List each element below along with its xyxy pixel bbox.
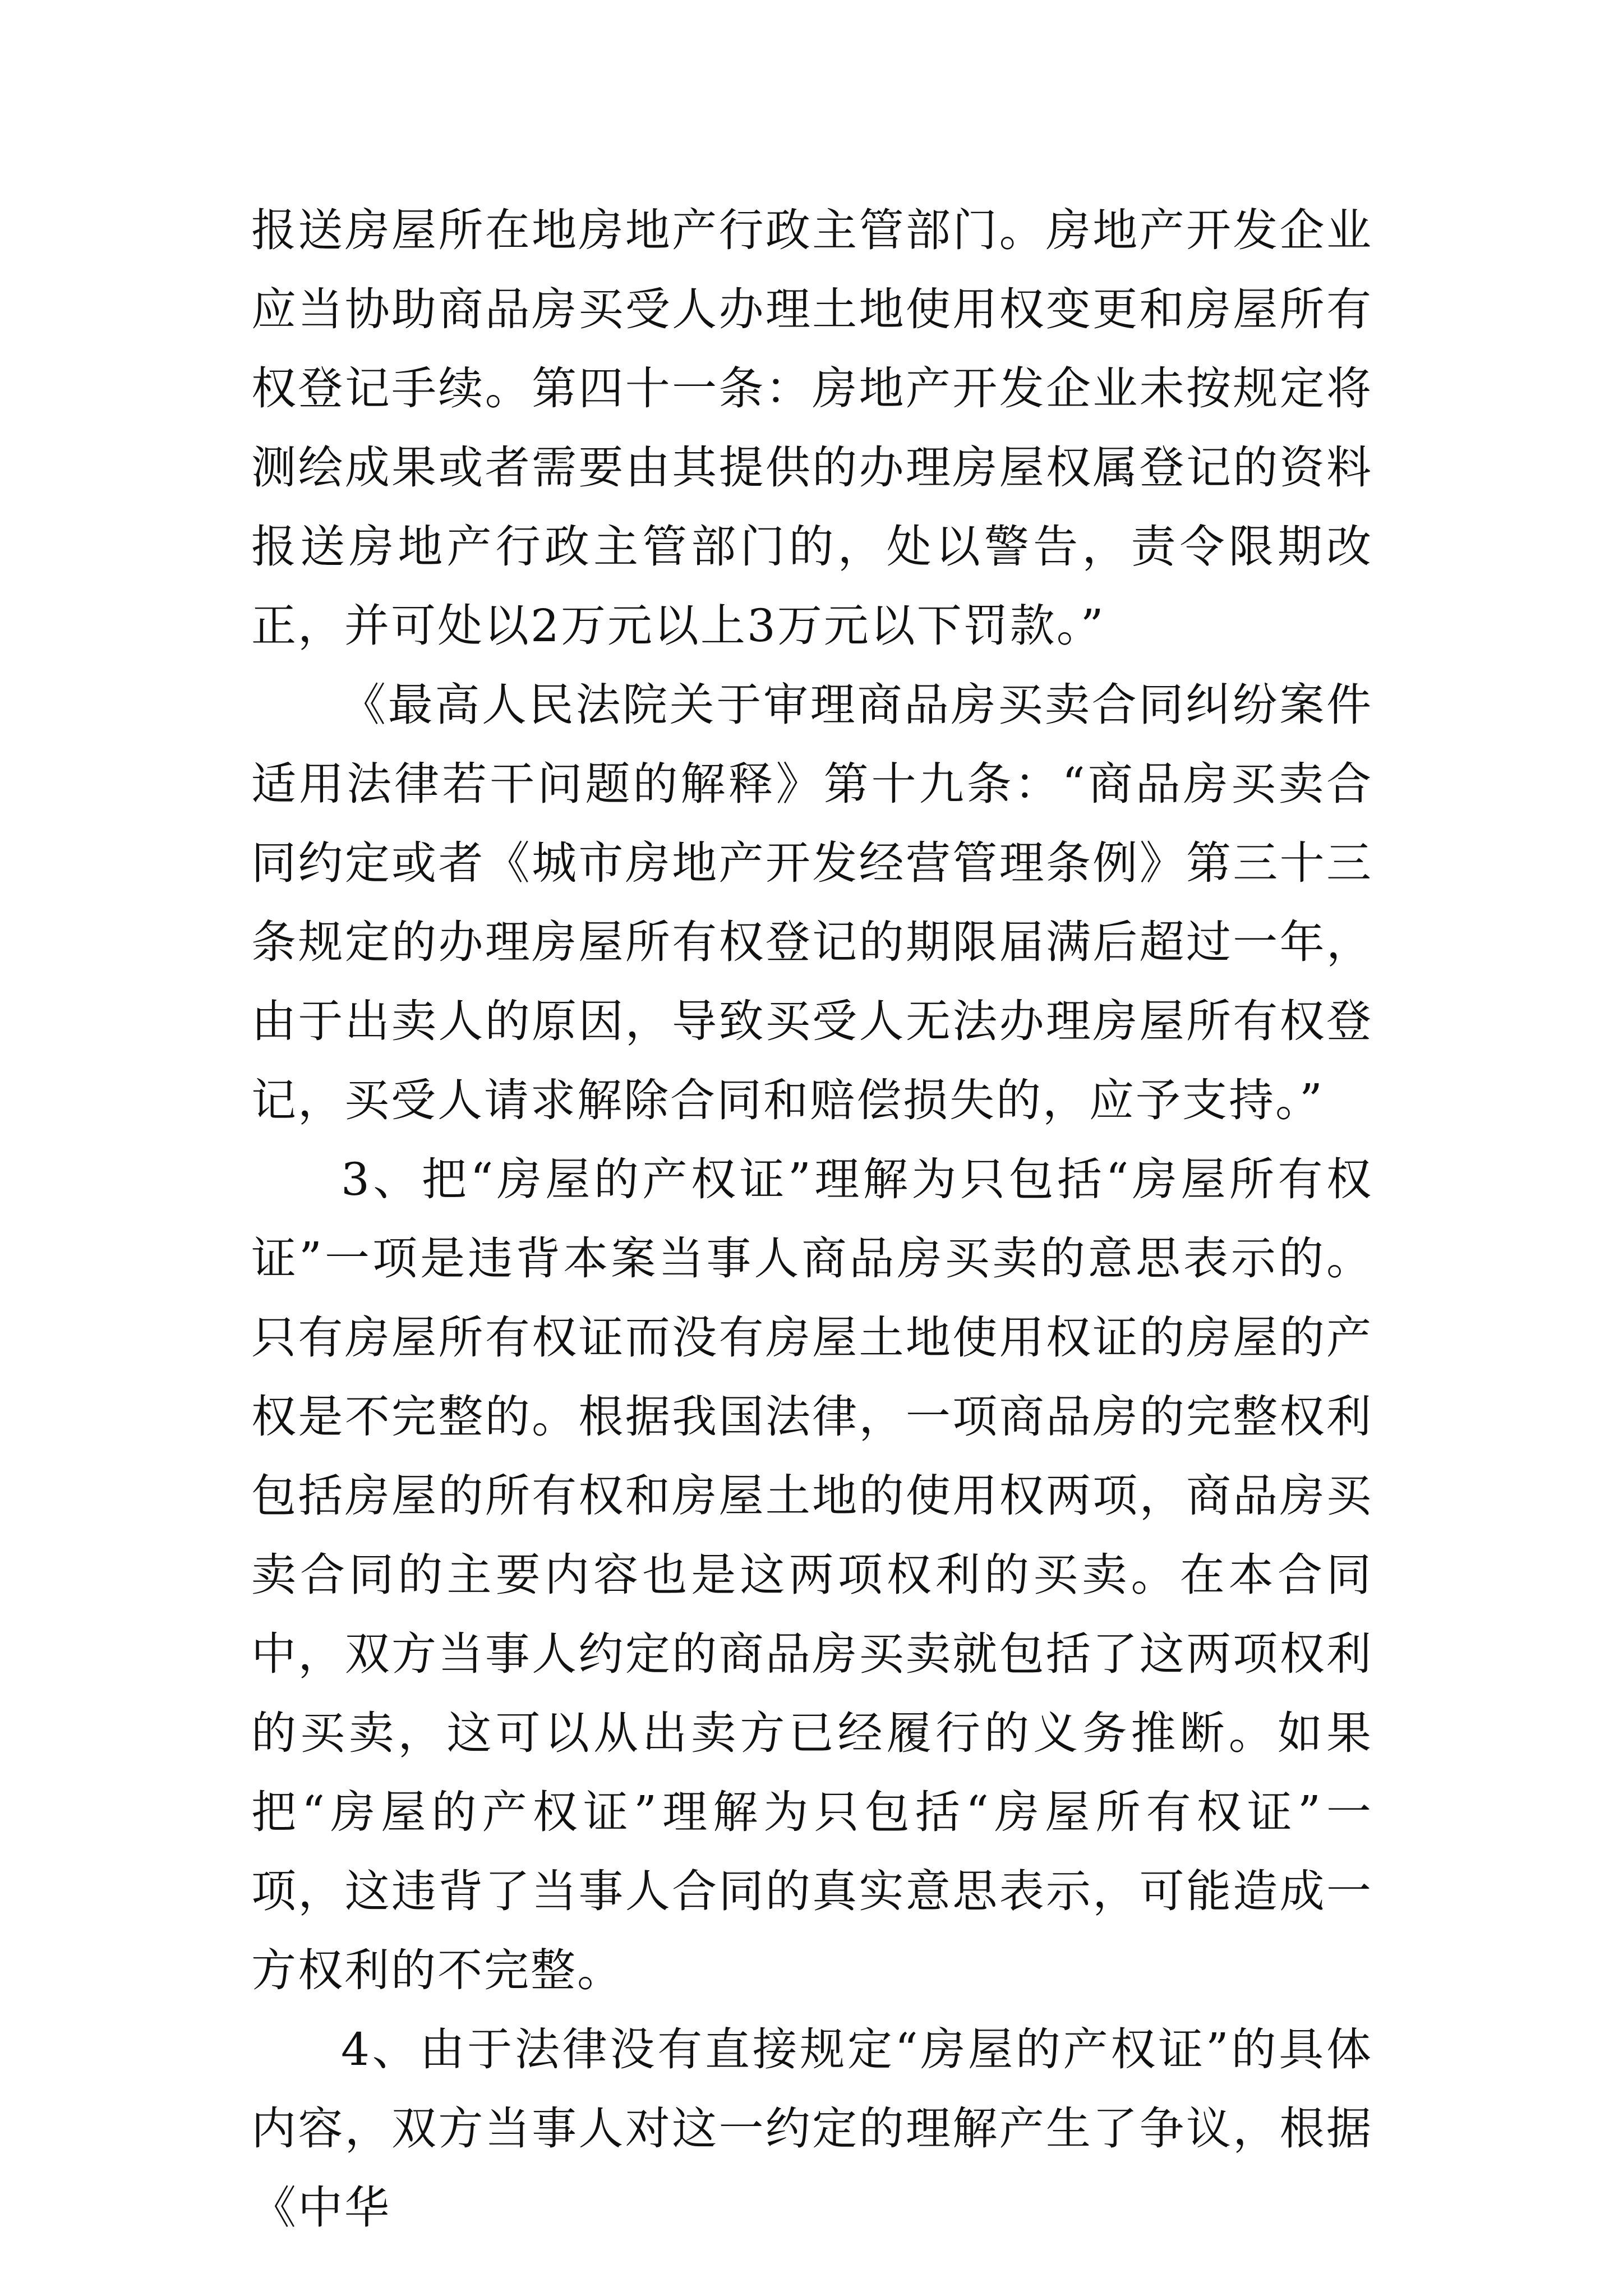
paragraph-4: 4、由于法律没有直接规定“房屋的产权证”的具体内容，双方当事人对这一约定的理解产生了争议，根据《中华 bbox=[251, 2023, 1373, 2234]
paragraph-2: 《最高人民法院关于审理商品房买卖合同纠纷案件适用法律若干问题的解释》第十九条：“商品房买卖合同约定或者《城市房地产开发经营管理条例》第三十三条规定的办理房屋所有权登记的期限届满后超过一年，由于出卖人的原因，导致买受人无法办理房屋所有权登记，买受人请求解除合同和赔偿损失的，应予支持。” bbox=[251, 679, 1373, 1126]
paragraph-1: 报送房屋所在地房地产行政主管部门。房地产开发企业应当协助商品房买受人办理土地使用权变更和房屋所有权登记手续。第四十一条：房地产开发企业未按规定将测绘成果或者需要由其提供的办理房屋权属登记的资料报送房地产行政主管部门的，处以警告，责令限期改正，并可处以2万元以上3万元以下罚款。” bbox=[251, 204, 1373, 652]
paragraph-3: 3、把“房屋的产权证”理解为只包括“房屋所有权证”一项是违背本案当事人商品房买卖的意思表示的。只有房屋所有权证而没有房屋土地使用权证的房屋的产权是不完整的。根据我国法律，一项商品房的完整权利包括房屋的所有权和房屋土地的使用权两项，商品房买卖合同的主要内容也是这两项权利的买卖。在本合同中，双方当事人约定的商品房买卖就包括了这两项权利的买卖，这可以从出卖方已经履行的义务推断。如果把“房屋的产权证”理解为只包括“房屋所有权证”一项，这违背了当事人合同的真实意思表示，可能造成一方权利的不完整。 bbox=[251, 1153, 1373, 1996]
document-body bbox=[251, 191, 1373, 2247]
